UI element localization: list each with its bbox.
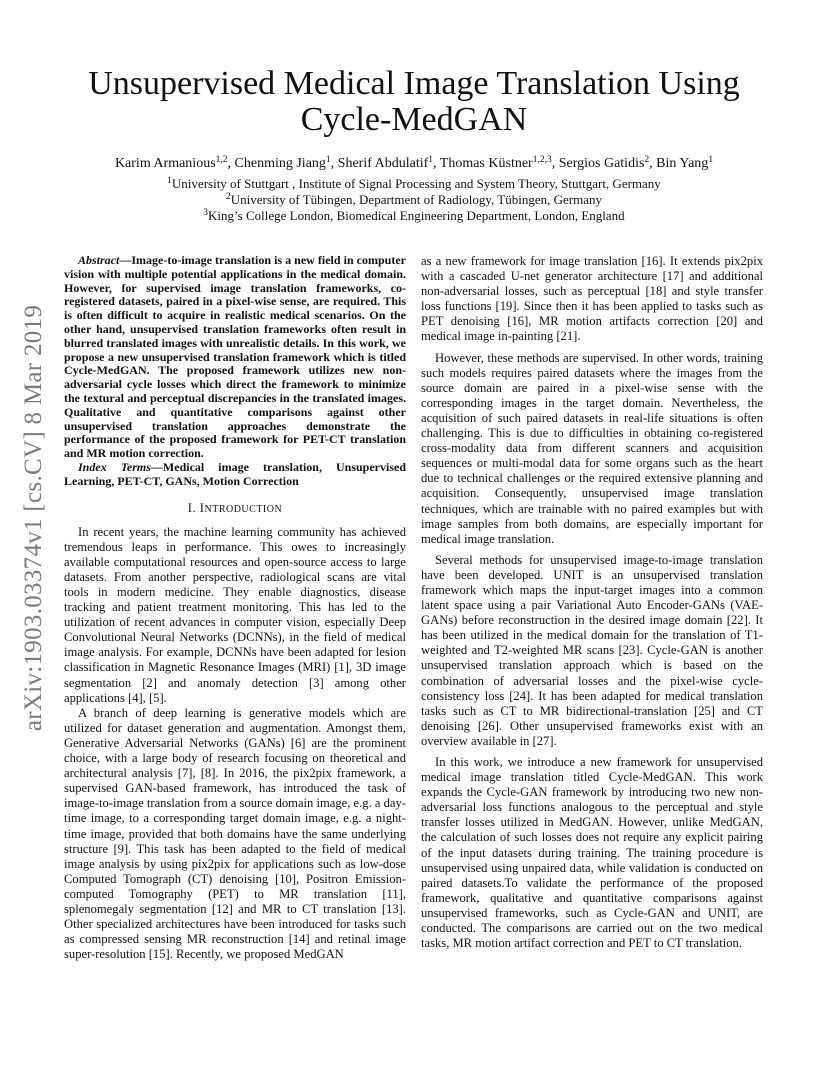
arxiv-identifier — [14, 290, 54, 745]
paragraph: In this work, we introduce a new framework for unsupervised medical image translation titled Cycle-MedGAN. This work expands the Cycle-GAN framework by introducing two new non-adversarial loss functions analogous to the perceptual and style transfer losses utilized in MedGAN. However, unlike MedGAN, the calculation of such losses does not require any explicit pairing of the input datasets during training. The training procedure is unsupervised using unpaired data, while validation is conducted on paired datasets.To validate the performance of the proposed framework, qualitative and quantitative comparisons against unsupervised frameworks, such as Cycle-GAN and UNIT, are conducted. The comparisons are carried out on the two medical tasks, MR motion artifact correction and PET to CT translation. — [421, 755, 763, 951]
affiliation-text: University of Tübingen, Department of Radiology, Tübingen, Germany — [230, 192, 603, 207]
author — [338, 156, 440, 171]
paragraph: In recent years, the machine learning community has achieved tremendous leaps in performance. This owes to increasingly available computational resources and open-source access to large datasets. From another perspective, radiological scans are vital tools in modern medicine. They enable diagnostics, disease tracking and patient treatment monitoring. This has led to the utilization of recent advances in computer vision, especially Deep Convolutional Neural Networks (DCNNs), in the field of medical image analysis. For example, DCNNs have been adapted for lesion classification in Magnetic Resonance Images (MRI) [1], 3D image segmentation [2] and anomaly detection [3] among other applications [4], [5]. — [64, 524, 406, 705]
affiliation-text: University of Stuttgart , Institute of Signal Processing and System Theory, Stuttgart, Germany — [171, 176, 661, 191]
author — [115, 156, 235, 171]
author-separator: , — [551, 156, 559, 171]
affiliation — [40, 176, 788, 192]
author-separator: , — [330, 156, 338, 171]
right-column — [421, 254, 763, 951]
section-number: I. — [187, 500, 200, 515]
author-name: Bin Yang — [656, 156, 709, 171]
author — [440, 156, 559, 171]
affiliation — [40, 208, 788, 224]
affiliation — [40, 192, 788, 208]
author-affil-marker: 2 — [644, 155, 650, 165]
index-terms-lead: Index Terms — [78, 459, 151, 474]
author-list — [40, 156, 788, 172]
index-terms-text: —Medical image translation, Unsupervised Learning, PET-CT, GANs, Motion Correction — [64, 459, 406, 488]
paper-title — [60, 66, 768, 138]
affiliation-marker: 3 — [203, 208, 209, 218]
author-separator: , — [433, 156, 440, 171]
author-affil-marker: 1,2 — [215, 155, 228, 165]
section-rest: NTRODUCTION — [204, 503, 283, 515]
author-name: Chenming Jiang — [234, 156, 326, 171]
paragraph: A branch of deep learning is generative models which are utilized for dataset generation and augmentation. Amongst them, Generative Adversarial Networks (GANs) [6] are the prominent choice, with a large body of research focusing on theoretical and architectural analysis [7], [8]. In 2016, the pix2pix framework, a supervised GAN-based framework, has introduced the task of image-to-image translation from a source domain image, e.g. a day-time image, to a corresponding target domain image, e.g. a night-time image, provided that both domains have the same underlying structure [9]. This task has been adapted to the field of medical image analysis by using pix2pix for applications such as low-dose Computed Tomograph (CT) denoising [10], Positron Emission-computed Tomography (PET) to MR translation [11], splenomegaly segmentation [12] and MR to CT translation [13]. Other specialized architectures have been introduced for tasks such as compressed sensing MR reconstruction [14] and retinal image super-resolution [15]. Recently, we proposed MedGAN — [64, 705, 407, 962]
author — [656, 156, 713, 171]
index-terms — [64, 461, 406, 489]
author-name: Sergios Gatidis — [558, 156, 645, 171]
arxiv-identifier-text: arXiv:1903.03374v1 [cs.CV] 8 Mar 2019 — [20, 304, 48, 731]
paragraph: Several methods for unsupervised image-to-image translation have been developed. UNIT is an unsupervised translation framework which maps the input-target images into a common latent space using a pair Variational Auto Encoder-GANs (VAE-GANs) before reconstruction in the desired image domain [22]. It has been utilized in the medical domain for the translation of T1-weighted and T2-weighted MR scans [23]. Cycle-GAN is another unsupervised translation approach which is based on the combination of adversarial losses and the pixel-wise cycle-consistency loss [24]. It has been adapted for medical translation tasks such as CT to MR bidirectional-translation [25] and CT denoising [26]. Other unsupervised frameworks exist with an overview available in [27]. — [421, 552, 763, 748]
section-heading-introduction — [64, 501, 406, 517]
section-first-letter: I — [199, 500, 205, 515]
paragraph: as a new framework for image translation [16]. It extends pix2pix with a cascaded U-net generator architecture [17] and additional non-adversarial losses, such as perceptual [18] and style transfer loss functions [19]. Since then it has been applied to tasks such as PET denoising [16], MR motion artifacts correction [20] and medical image in-painting [21]. — [421, 254, 763, 344]
author-affil-marker: 1 — [428, 155, 434, 165]
author-name: Sherif Abdulatif — [337, 156, 429, 171]
abstract-text: —Image-to-image translation is a new field in computer vision with multiple potential applications in the medical domain. However, for supervised image translation frameworks, co-registered datasets, paired in a pixel-wise sense, are required. This is often difficult to acquire in realistic medical scenarios. On the other hand, unsupervised translation frameworks often result in blurred translated images with unrealistic details. In this work, we propose a new unsupervised translation framework which is titled Cycle-MedGAN. The proposed framework utilizes new non-adversarial cycle losses which direct the framework to minimize the textural and perceptual discrepancies in the translated images. Qualitative and quantitative comparisons against other unsupervised translation approaches demonstrate the performance of the proposed framework for PET-CT translation and MR motion correction. — [64, 253, 406, 461]
author — [235, 156, 338, 171]
author-name: Thomas Küstner — [439, 156, 533, 171]
author-name: Karim Armanious — [114, 156, 216, 171]
affiliation-marker: 1 — [167, 176, 172, 186]
author — [559, 156, 656, 171]
author-affil-marker: 1,2,3 — [532, 155, 552, 165]
affiliation-list — [40, 176, 788, 224]
author-separator: , — [649, 156, 657, 171]
author-affil-marker: 1 — [708, 155, 714, 165]
author-affil-marker: 1 — [325, 155, 331, 165]
abstract — [64, 254, 406, 461]
abstract-lead: Abstract — [78, 253, 120, 267]
left-column — [64, 254, 406, 962]
paragraph: However, these methods are supervised. In other words, training such models requires paired datasets where the images from the source domain are paired in a pixel-wise sense with the corresponding images in the target domain. Nevertheless, the acquisition of such paired datasets in real-life situations is often challenging. This is due to difficulties in obtaining co-registered cross-modality data from different scanners and acquisition sequences or multi-modal data for some organs such as the heart due to technical challenges or the required extensive planning and acquisition. Consequently, unsupervised image translation techniques, which are trainable with no paired examples but with image samples from both domains, are especially important for medical image translation. — [421, 350, 763, 546]
affiliation-text: King’s College London, Biomedical Engineering Department, London, England — [208, 208, 625, 223]
paper-title-line2: Cycle-MedGAN — [300, 101, 528, 138]
affiliation-marker: 2 — [225, 192, 231, 202]
author-separator: , — [227, 156, 235, 171]
paper-title-line1: Unsupervised Medical Image Translation Using — [88, 65, 740, 102]
